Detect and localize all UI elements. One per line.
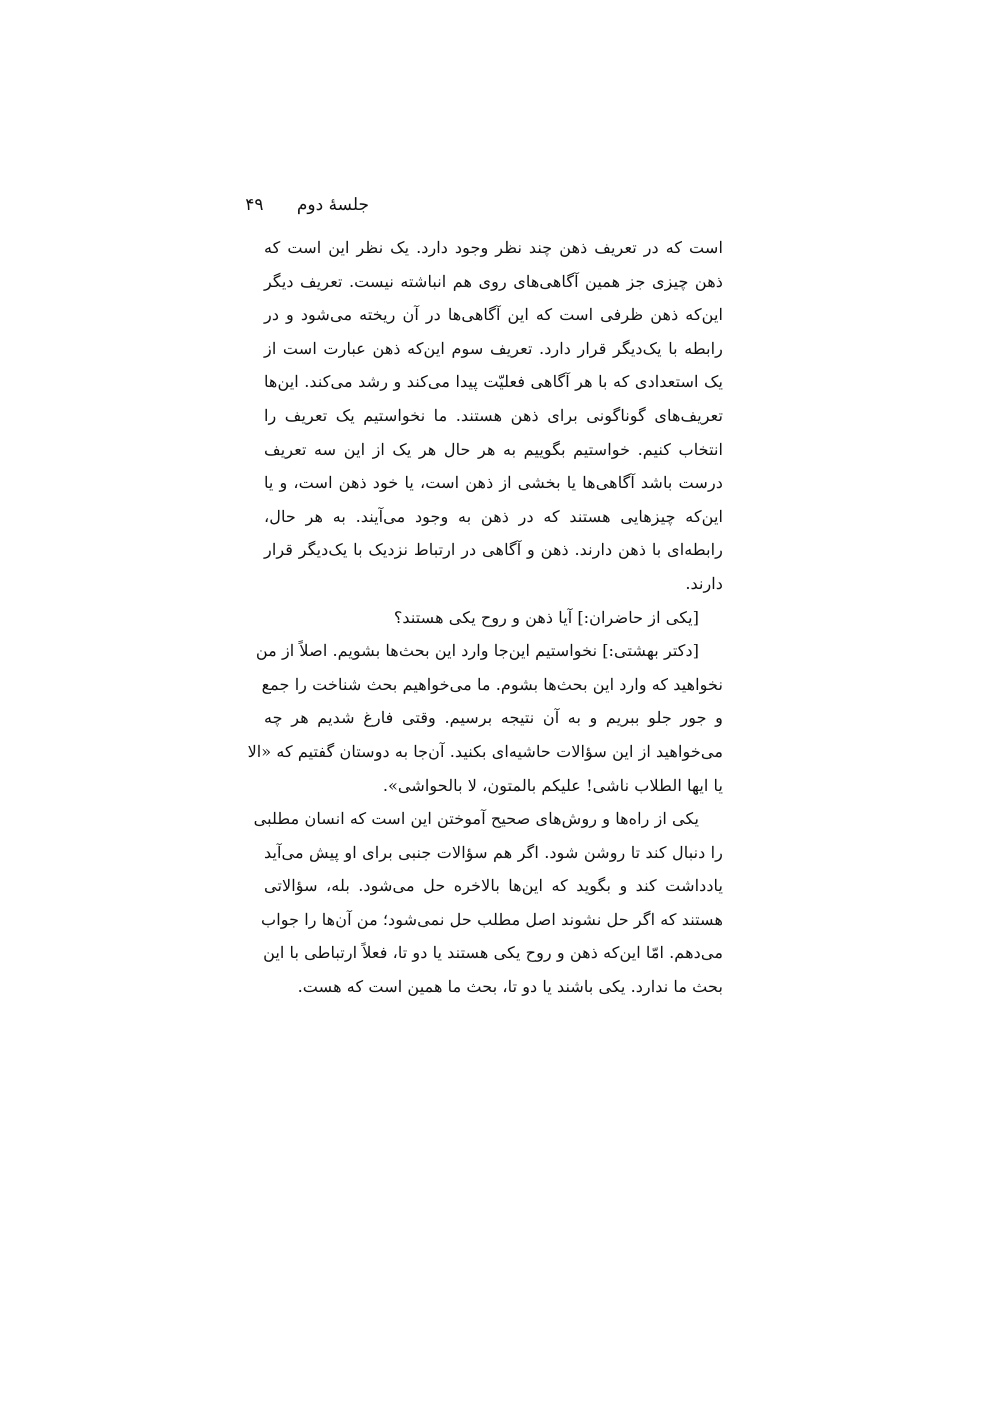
text-line: رابطه با یک‌دیگر قرار دارد. تعریف سوم این‌که ذهن عبارت است از	[264, 338, 723, 358]
text-line: است که در تعریف ذهن چند نظر وجود دارد. یک نظر این است که	[264, 238, 723, 257]
paragraph-3	[247, 634, 723, 802]
paragraph-1	[264, 231, 723, 601]
text-line: [یکی از حاضران:] آیا ذهن و روح یکی هستند؟	[393, 607, 699, 627]
running-head	[169, 193, 369, 217]
text-line: این‌که چیزهایی هستند که در ذهن به وجود می‌آیند. به هر حال،	[264, 506, 723, 526]
text-line: بحث ما ندارد. یکی باشند یا دو تا، بحث ما همین است که هست.	[297, 977, 723, 997]
text-line: درست باشد آگاهی‌ها یا بخشی از ذهن است، یا خود ذهن است، و یا	[264, 473, 723, 493]
text-line: را دنبال کند تا روشن شود. اگر هم سؤالات جنبی برای او پیش می‌آید	[264, 842, 723, 862]
paragraph-4	[253, 802, 723, 1004]
chapter-title: جلسهٔ دوم	[296, 195, 369, 215]
text-line: یا ایها الطلاب ناشی! علیکم بالمتون، لا بالحواشی».	[382, 775, 723, 795]
body-text	[247, 231, 723, 1004]
page-number: ۴۹	[245, 195, 264, 215]
text-line: هستند که اگر حل نشوند اصل مطلب حل نمی‌شود؛ من آن‌ها را جواب	[261, 909, 723, 929]
text-line: می‌خواهید از این سؤالات حاشیه‌ای بکنید. آن‌جا به دوستان گفتیم که «الا	[247, 741, 723, 761]
text-line: یک استعدادی که با هر آگاهی فعلیّت پیدا می‌کند و رشد می‌کند. این‌ها	[264, 372, 723, 392]
text-line: نخواهید که وارد این بحث‌ها بشوم. ما می‌خواهیم بحث شناخت را جمع	[261, 674, 723, 694]
paragraph-2	[264, 601, 723, 635]
text-line: می‌دهم. امّا این‌که ذهن و روح یکی هستند یا دو تا، فعلاً ارتباطی با این	[263, 943, 723, 963]
text-line: این‌که ذهن ظرفی است که این آگاهی‌ها در آن ریخته می‌شود و در	[264, 305, 723, 325]
text-line: تعریف‌های گوناگونی برای ذهن هستند. ما نخواستیم یک تعریف را	[264, 405, 723, 425]
text-line: یادداشت کند و بگوید که این‌ها بالاخره حل می‌شود. بله، سؤالاتی	[264, 876, 723, 896]
text-line: رابطه‌ای با ذهن دارند. ذهن و آگاهی در ارتباط نزدیک با یک‌دیگر قرار	[264, 540, 723, 560]
text-line: دارند.	[685, 573, 723, 593]
text-line: انتخاب کنیم. خواستیم بگوییم به هر حال هر یک از این سه تعریف	[264, 439, 723, 459]
text-line: و جور جلو ببریم و به آن نتیجه برسیم. وقتی فارغ شدیم هر چه	[264, 708, 723, 728]
text-line: یکی از راه‌ها و روش‌های صحیح آموختن این است که انسان مطلبی	[253, 809, 699, 829]
text-line: ذهن چیزی جز همین آگاهی‌های روی هم انباشته نیست. تعریف دیگر	[264, 271, 723, 291]
text-line: [دکتر بهشتی:] نخواستیم این‌جا وارد این بحث‌ها بشویم. اصلاً از من	[255, 641, 699, 661]
